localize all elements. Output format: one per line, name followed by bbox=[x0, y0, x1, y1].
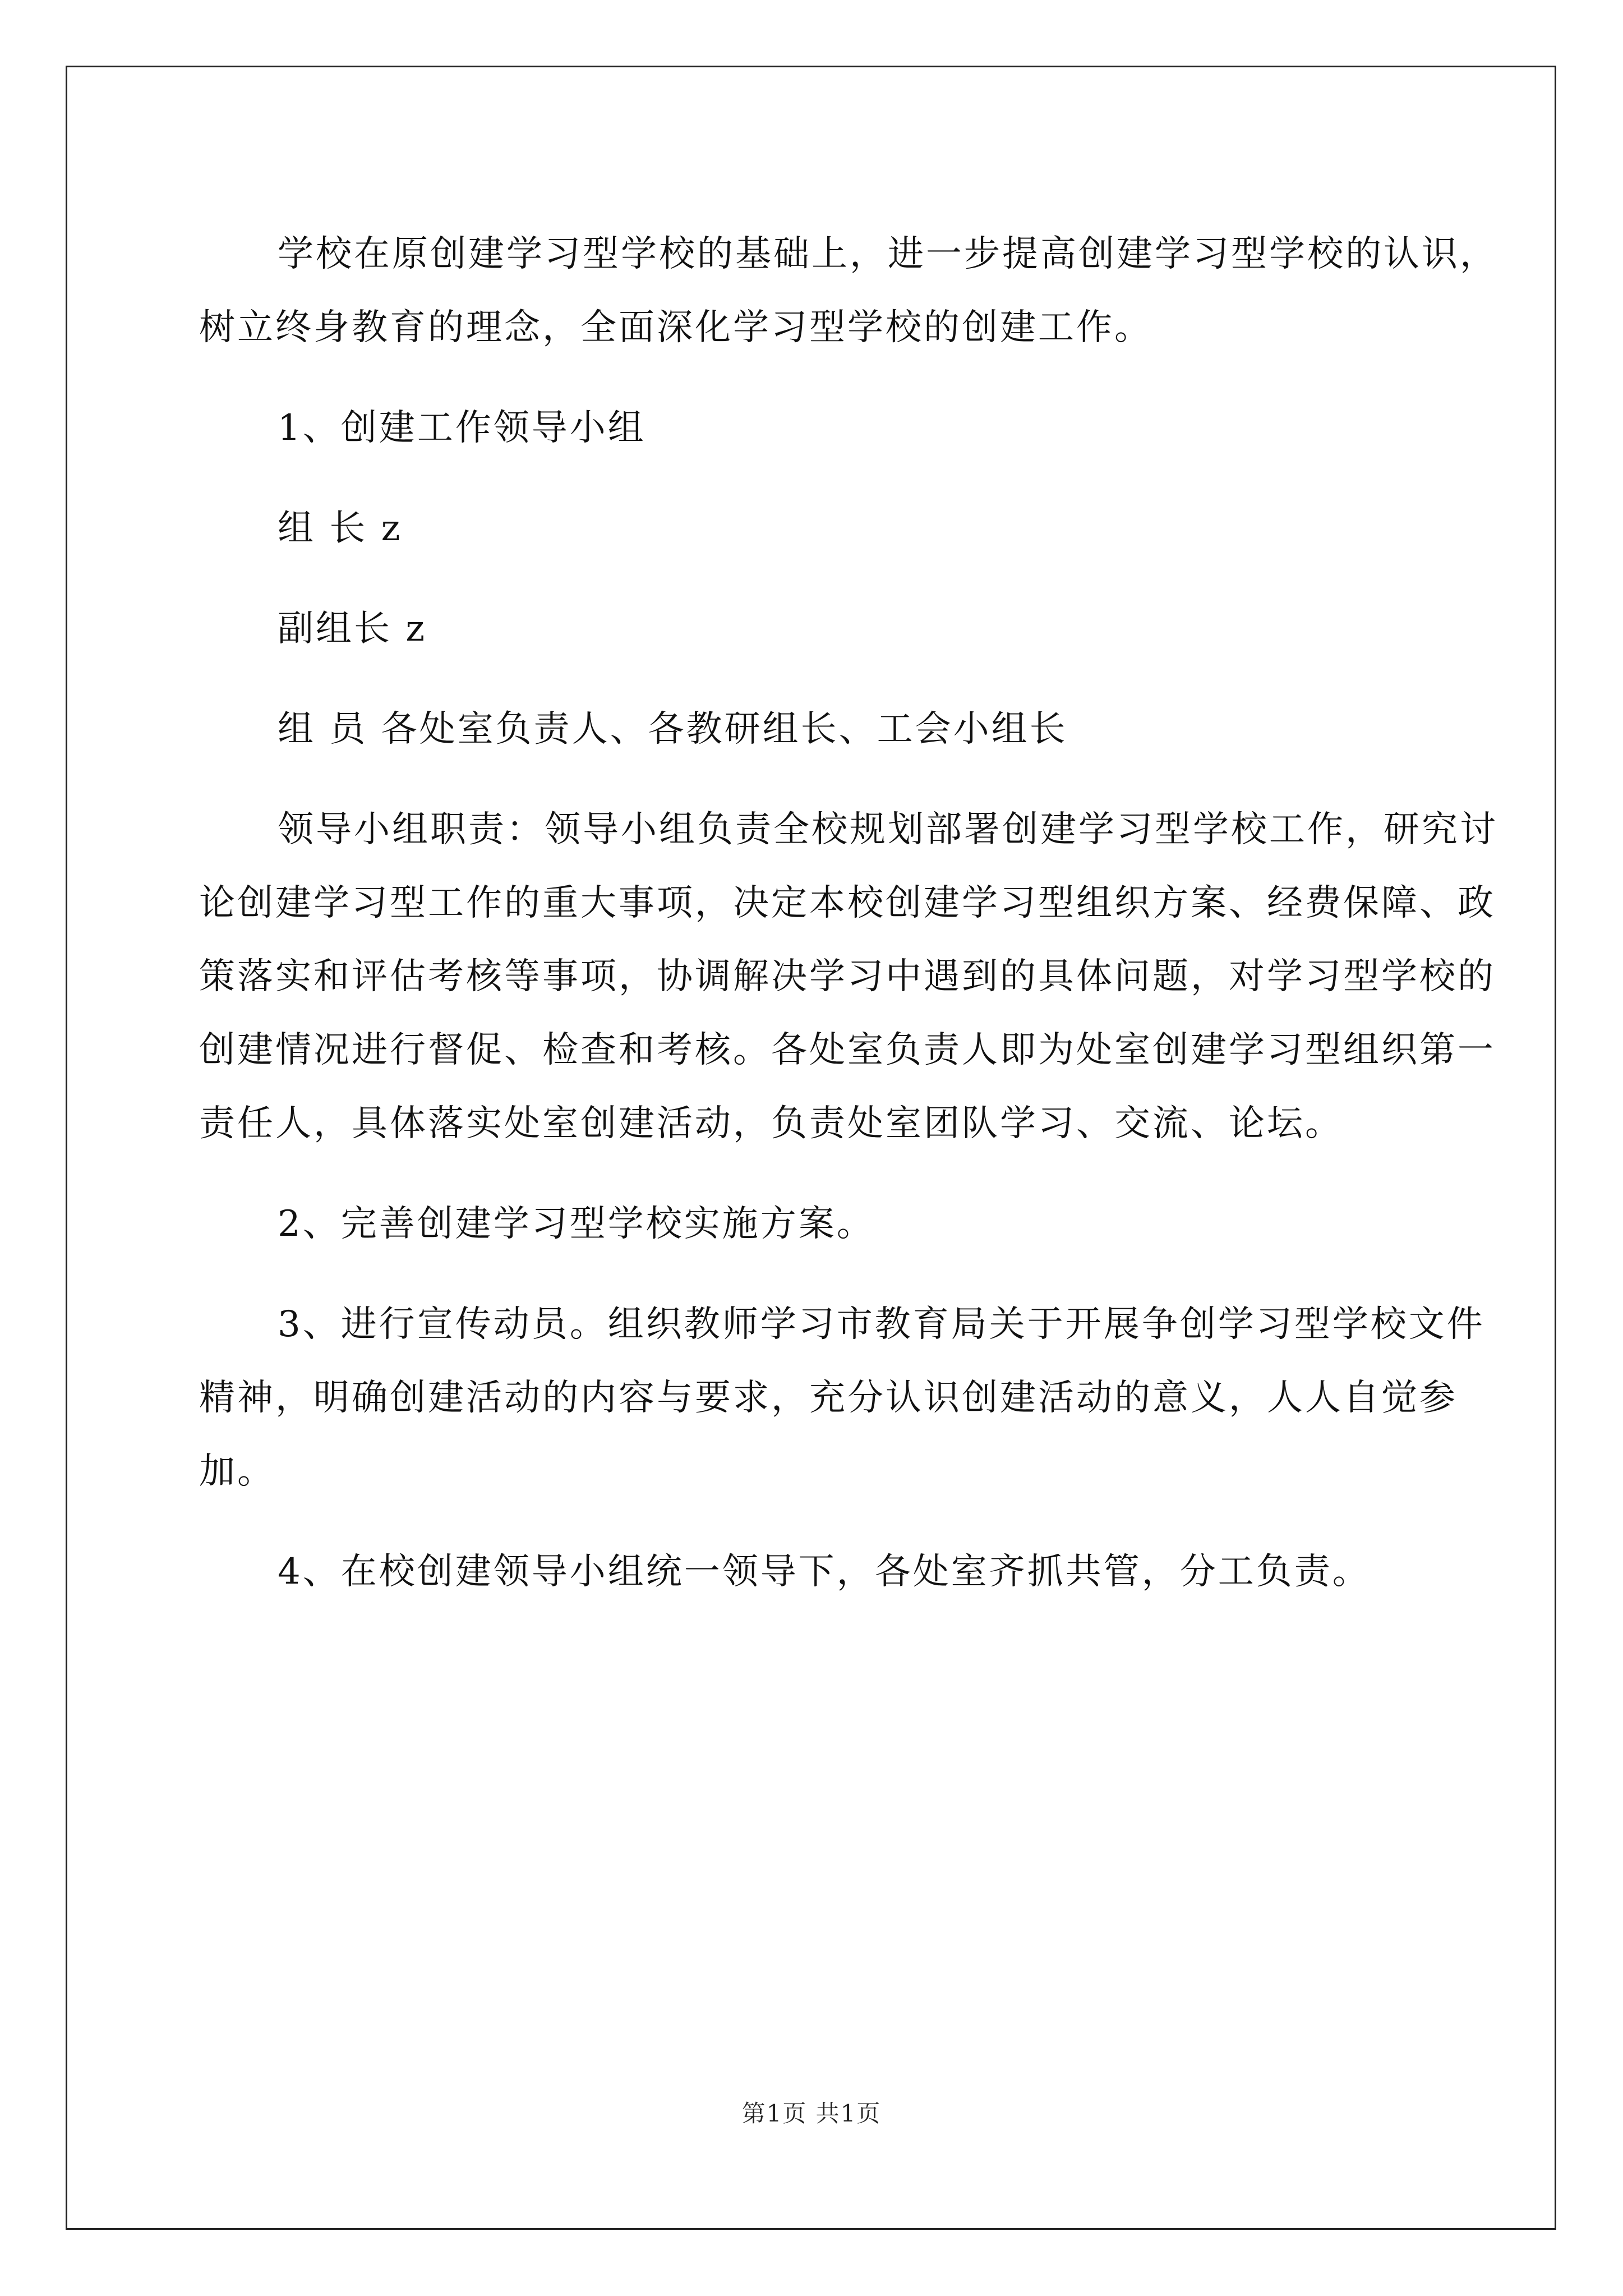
page-footer: 第1页 共1页 bbox=[741, 2100, 882, 2127]
paragraph-intro: 学校在原创建学习型学校的基础上，进一步提高创建学习型学校的认识，树立终身教育的理念，全面深化学习型学校的创建工作。 bbox=[199, 233, 1498, 348]
paragraph-item-3: 3、进行宣传动员。组织教师学习市教育局关于开展争创学习型学校文件精神，明确创建活动的内容与要求，充分认识创建活动的意义，人人自觉参加。 bbox=[199, 1304, 1485, 1492]
members-line: 组 员 各处室负责人、各教研组长、工会小组长 bbox=[278, 708, 1068, 750]
paragraph-item-4: 4、在校创建领导小组统一领导下，各处室齐抓共管，分工负责。 bbox=[278, 1551, 1371, 1593]
deputy-leader-line: 副组长 z bbox=[278, 608, 427, 650]
group-leader-line: 组 长 z bbox=[278, 508, 403, 549]
paragraph-item-2: 2、完善创建学习型学校实施方案。 bbox=[278, 1203, 875, 1245]
heading-leadership-group: 1、创建工作领导小组 bbox=[278, 407, 646, 449]
document-body bbox=[199, 218, 1506, 1636]
paragraph-responsibilities: 领导小组职责：领导小组负责全校规划部署创建学习型学校工作，研究讨论创建学习型工作的重大事项，决定本校创建学习型组织方案、经费保障、政策落实和评估考核等事项，协调解决学习中遇到的具体问题，对学习型学校的创建情况进行督促、检查和考核。各处室负责人即为处室创建学习型组织第一责任人，具体落实处室创建活动，负责处室团队学习、交流、论坛。 bbox=[199, 809, 1498, 1144]
